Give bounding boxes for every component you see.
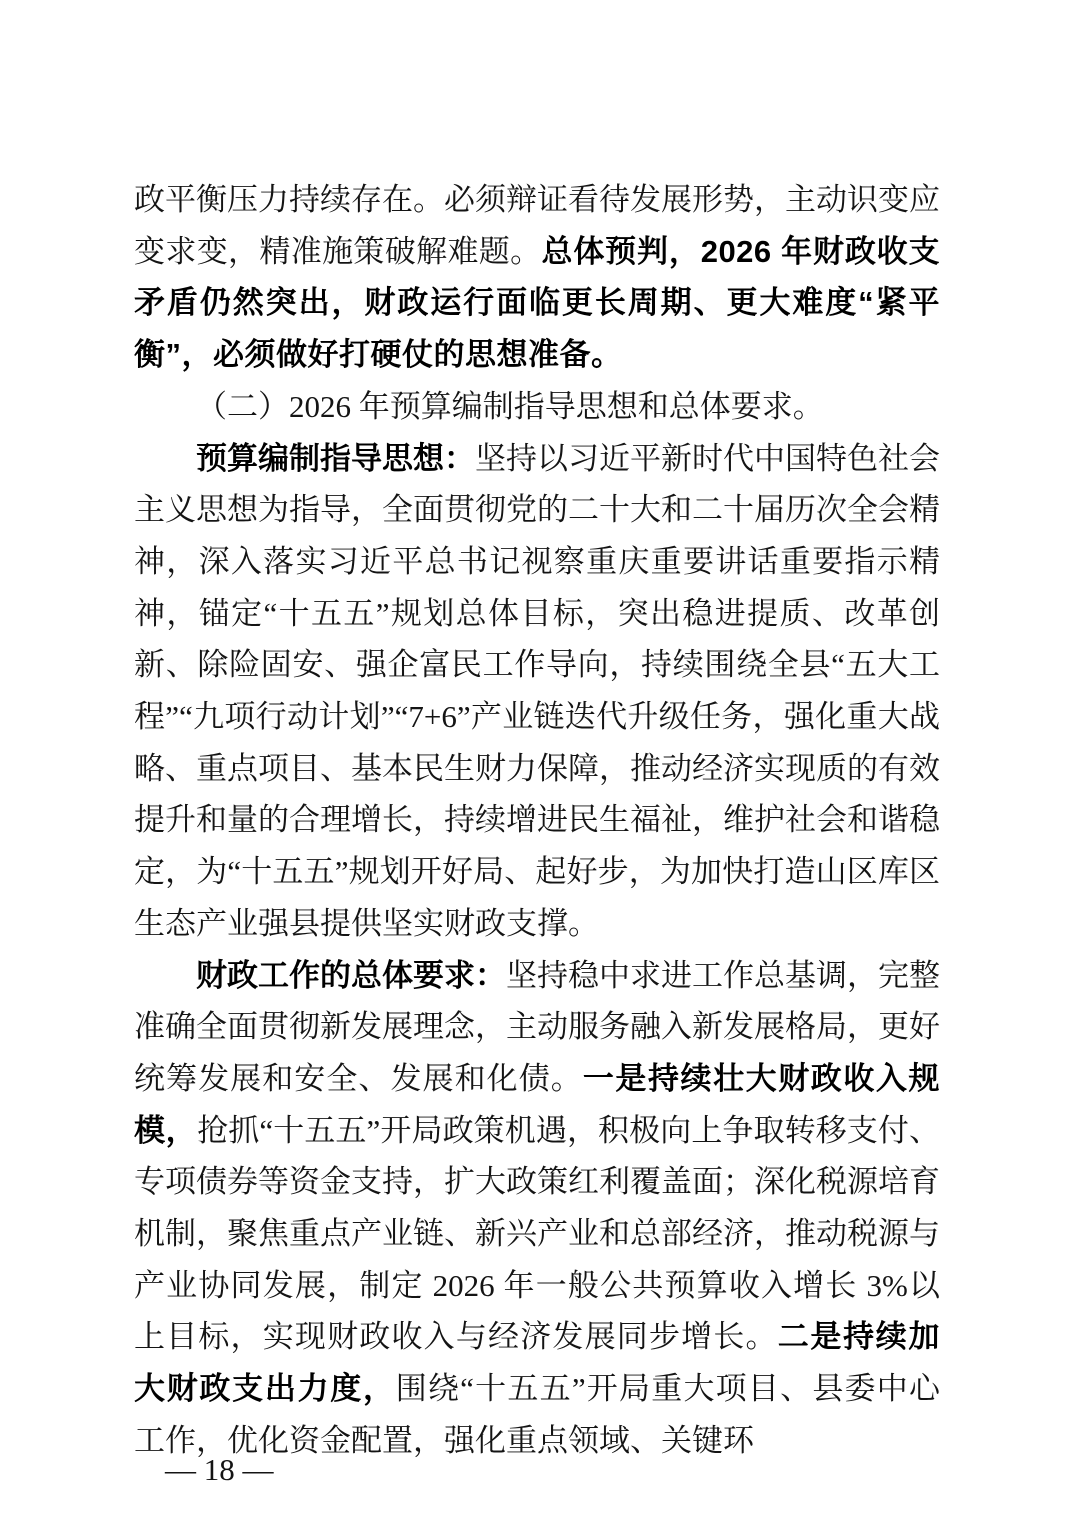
- paragraph: [134, 433, 940, 950]
- text-run: （二）2026 年预算编制指导思想和总体要求。: [196, 388, 824, 424]
- text-run: 一是持续壮大财政收入规模，: [134, 1060, 940, 1148]
- text-run: 抢抓“十五五”开局政策机遇，积极向上争取转移支付、专项债券等资金支持，扩大政策红利覆盖面；深化税源培育机制，聚焦重点产业链、新兴产业和总部经济，推动税源与产业协同发展，制定 2026 年一般公共预算收入增长 3%以上目标，实现财政收入与经济发展同步增长。: [134, 1112, 940, 1355]
- text-run: 坚持以习近平新时代中国特色社会主义思想为指导，全面贯彻党的二十大和二十届历次全会精神，深入落实习近平总书记视察重庆重要讲话重要指示精神，锚定“十五五”规划总体目标，突出稳进提质、改革创新、除险固安、强企富民工作导向，持续围绕全县“五大工程”“九项行动计划”“7+6”产业链迭代升级任务，强化重大战略、重点项目、基本民生财力保障，推动经济实现质的有效提升和量的合理增长，持续增进民生福祉，维护社会和谐稳定，为“十五五”规划开好局、起好步，为加快打造山区库区生态产业强县提供坚实财政支撑。: [134, 440, 940, 941]
- text-run: 围绕“十五五”开局重大项目、县委中心工作，优化资金配置，强化重点领域、关键环: [134, 1371, 940, 1458]
- document-body: [134, 174, 940, 1467]
- page-footer: [134, 1410, 274, 1520]
- text-run: 预算编制指导思想：: [196, 440, 475, 476]
- text-run: 政平衡压力持续存在。必须辩证看待发展形势，主动识变应变求变，精准施策破解难题。: [134, 182, 940, 269]
- text-run: 财政工作的总体要求：: [196, 957, 506, 993]
- text-run: 坚持稳中求进工作总基调，完整准确全面贯彻新发展理念，主动服务融入新发展格局，更好统筹发展和安全、发展和化债。: [134, 957, 940, 1096]
- paragraph: [134, 174, 940, 381]
- text-run: 二是持续加大财政支出力度，: [134, 1319, 940, 1407]
- paragraph: [134, 950, 940, 1467]
- page-number: — 18 —: [165, 1452, 274, 1487]
- paragraph: [134, 381, 940, 433]
- text-run: 总体预判，2026 年财政收支矛盾仍然突出，财政运行面临更长周期、更大难度“紧平衡”，必须做好打硬仗的思想准备。: [134, 233, 941, 373]
